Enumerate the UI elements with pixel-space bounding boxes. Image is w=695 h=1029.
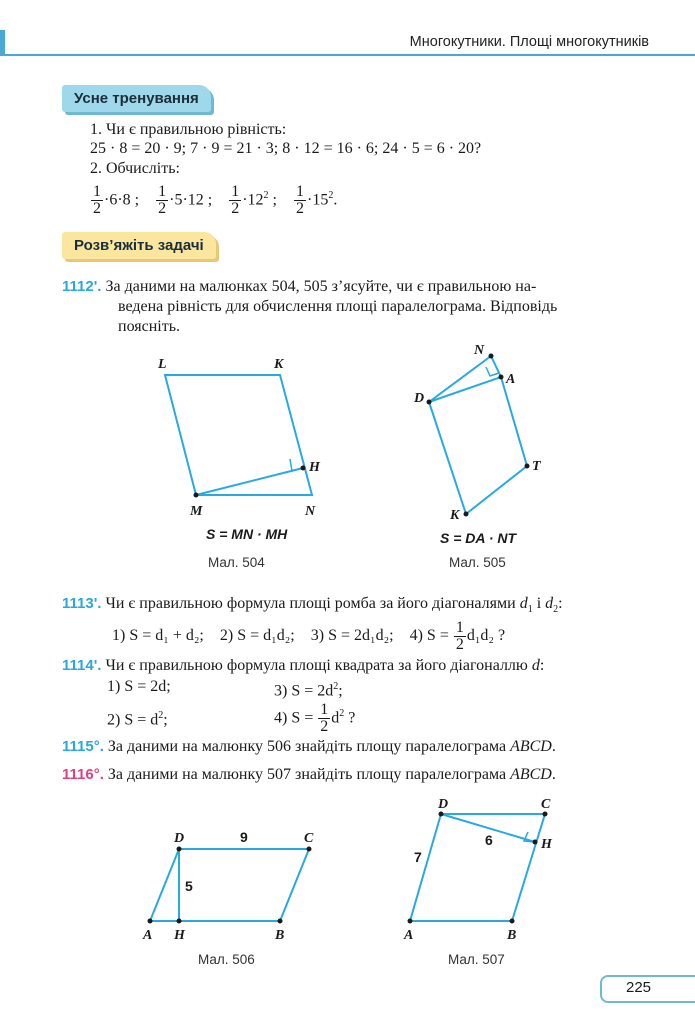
label-a-506: A [143,928,153,943]
point-c-506 [307,847,312,852]
label-c-507: C [541,797,551,812]
figure-507 [410,814,545,921]
fraction: $\frac{1}{2}$ [158,183,167,218]
parallelogram-abcd-506 [150,849,309,921]
label-d-505: D [414,391,425,406]
header-rule [5,54,695,56]
problem-1114-option-4: 4) S = $\frac{1}{2}$ $d^2$ ? [274,701,356,736]
oral-training-badge: Усне тренування [62,85,211,112]
oral-question-2: 2. Обчисліть: [90,160,180,177]
fraction: $\frac{1}{2}$ [320,701,329,736]
parallelogram-lkmn [165,375,312,495]
caption-505: Мал. 505 [449,555,506,570]
page-number-tab [600,975,695,1003]
problem-1113: 1113'. Чи є правильною формула площі ромба за його діагоналями $d_1$ і $d_2$: [62,595,563,616]
point-h-506 [177,919,182,924]
header-accent-bar [0,30,5,56]
point-h [301,466,306,471]
problem-1112: 1112'. За даними на малюнках 504, 505 з’ясуйте, чи є правильною на- [62,278,537,295]
point-c-507 [543,812,548,817]
fraction: $\frac{1}{2}$ [231,183,240,218]
parallelogram-abcd-507 [410,814,545,921]
point-m [194,493,199,498]
problem-1114-option-1: 1) S = 2d; [107,678,171,695]
label-c-506: C [304,831,314,846]
label-n-505: N [474,343,485,358]
problem-1114-option-3: 3) $S = 2d^2$; [274,681,343,700]
label-b-506: B [275,928,285,943]
length-dh: 5 [185,878,193,894]
point-b-507 [510,919,515,924]
figures-506-507 [0,790,695,950]
formula-505: S = DA · NT [440,530,517,546]
oral-question-1: 1. Чи є правильною рівність: [90,121,287,138]
problem-number: 1113'. [62,595,102,612]
solve-tasks-badge: Розв’яжіть задачі [62,232,216,259]
page-header [0,30,695,56]
label-l: L [158,357,167,372]
problem-number: 1112'. [62,278,102,295]
caption-504: Мал. 504 [208,555,265,570]
problem-number: 1115°. [62,738,104,755]
problem-number: 1114'. [62,657,102,674]
segment-dn [429,356,491,402]
oral-expressions: $\frac{1}{2}$ ·6·8 ; $\frac{1}{2}$ ·5·12 ; $\frac{1}{2}$ $\cdot 12^2$ ; $\frac{1}{2}$ $\cdot 15^2$. [93,183,338,218]
label-m: M [190,504,203,519]
caption-507: Мал. 507 [448,952,505,967]
label-b-507: B [507,928,517,943]
problem-1115: 1115°. За даними на малюнку 506 знайдіть площу паралелограма ABCD. [62,738,556,755]
oral-equalities: 25 · 8 = 20 · 9; 7 · 9 = 21 · 3; 8 · 12 = 16 · 6; 24 · 5 = 6 · 20? [90,140,482,157]
caption-506: Мал. 506 [198,952,255,967]
problem-1114-option-2: 2) $S = d^2$; [107,710,168,729]
problem-1116: 1116°. За даними на малюнку 507 знайдіть площу паралелограма ABCD. [62,766,556,783]
label-k: K [274,357,284,372]
length-dc: 9 [240,829,248,845]
formula-504: S = MN · MH [206,526,288,542]
point-d-506 [177,847,182,852]
header-title: Многокутники. Площі многокутників [409,34,649,50]
point-k [464,512,469,517]
label-a-507: A [404,928,414,943]
point-h-507 [533,840,538,845]
page-number: 225 [626,979,652,996]
label-d-507: D [438,797,449,812]
point-d-507 [439,812,444,817]
length-dh-507: 6 [485,832,493,848]
fraction: $\frac{1}{2}$ [296,183,304,218]
problem-1114: 1114'. Чи є правильною формула площі квадрата за його діагоналлю d: [62,657,545,674]
point-t [525,464,530,469]
label-a-505: A [506,372,516,387]
problem-1113-options: 1) S = d₁ + d₂; 2) S = d₁d₂; 3) S = 2d₁d₂; 4) S = $\frac{1}{2}$ d₁d₂ ? [112,618,506,653]
fraction: $\frac{1}{2}$ [455,618,464,653]
point-a-507 [408,919,413,924]
point-n [489,354,494,359]
point-b-506 [278,919,283,924]
label-t-505: T [532,459,541,474]
fraction: $\frac{1}{2}$ [93,183,101,218]
label-h: H [309,460,320,475]
label-d-506: D [174,831,185,846]
problem-1112-line3: поясніть. [118,318,181,335]
label-n: N [305,504,316,519]
problem-number: 1116°. [62,766,104,783]
height-mh [196,468,303,495]
figure-504 [165,375,312,495]
figures-504-505 [0,335,695,585]
label-h-507: H [541,837,552,852]
length-ad: 7 [414,849,422,865]
label-k-505: K [450,508,460,523]
label-h-506: H [174,928,185,943]
point-a [499,375,504,380]
parallelogram-dant [429,377,527,514]
figure-506 [150,849,309,921]
problem-1112-line2: ведена рівність для обчислення площі паралелограма. Відповідь [118,298,558,315]
point-d [427,400,432,405]
point-a-506 [148,919,153,924]
